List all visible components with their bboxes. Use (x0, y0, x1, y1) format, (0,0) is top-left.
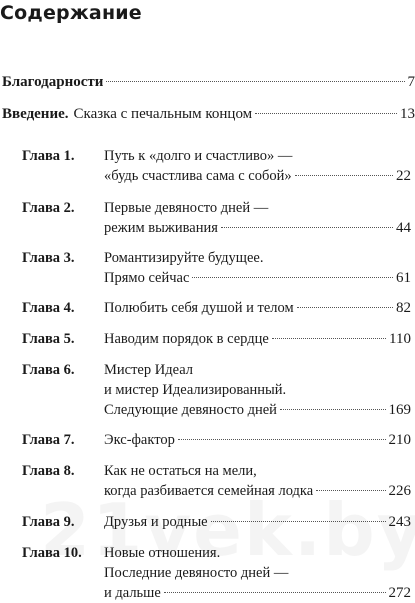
dot-leader (106, 81, 404, 82)
toc-entry-chapter-8[interactable] (0, 461, 415, 501)
toc-entry-chapter-9[interactable] (0, 512, 415, 532)
chapter-title-line (104, 218, 411, 238)
chapter-title-block (104, 198, 411, 238)
page-number: 44 (396, 218, 411, 238)
page-number: 169 (389, 400, 412, 420)
chapter-title-block (104, 329, 411, 349)
dot-leader (255, 113, 397, 114)
page-number: 61 (396, 268, 411, 288)
page-number: 110 (389, 329, 411, 349)
toc-entry-chapter-2[interactable] (0, 198, 415, 238)
chapter-title-text: режим выживания (104, 218, 218, 238)
chapter-title-block (104, 360, 411, 420)
chapter-title-text: Друзья и родные (104, 512, 208, 532)
dot-leader (211, 521, 386, 522)
toc-entry-chapter-10[interactable] (0, 543, 415, 603)
chapter-title-text: Путь к «долго и счастливо» — (104, 146, 292, 166)
entry-title: Сказка с печальным концом (74, 104, 253, 124)
chapter-label: Глава 4. (22, 298, 75, 318)
toc-entry-chapter-6[interactable] (0, 360, 415, 420)
chapter-title-block (104, 298, 411, 318)
chapter-title-block (104, 146, 411, 186)
chapter-title-block (104, 461, 411, 501)
chapter-label: Глава 7. (22, 430, 75, 450)
dot-leader (316, 490, 385, 491)
chapter-label: Глава 3. (22, 248, 75, 268)
page-number: 243 (389, 512, 412, 532)
chapter-title-text: Романтизируйте будущее. (104, 248, 263, 268)
chapter-label: Глава 5. (22, 329, 75, 349)
chapter-title-line (104, 400, 411, 420)
dot-leader (164, 592, 386, 593)
entry-label: Благодарности (2, 72, 103, 92)
chapter-title-text: Наводим порядок в сердце (104, 329, 269, 349)
page-number: 272 (389, 583, 412, 603)
chapter-label: Глава 2. (22, 198, 75, 218)
chapter-title-text: и мистер Идеализированный. (104, 380, 286, 400)
toc-entry-chapter-1[interactable] (0, 146, 415, 186)
chapter-label: Глава 6. (22, 360, 75, 380)
chapter-title-line (104, 563, 411, 583)
chapter-title-text: Как не остаться на мели, (104, 461, 257, 481)
dot-leader (297, 307, 393, 308)
chapter-title-line (104, 248, 411, 268)
chapter-title-line (104, 298, 411, 318)
chapter-title-text: когда разбивается семейная лодка (104, 481, 313, 501)
toc-entry-acknowledgements[interactable] (0, 72, 415, 92)
dot-leader (221, 227, 393, 228)
chapter-title-line (104, 329, 411, 349)
chapter-title-line (104, 198, 411, 218)
chapter-title-block (104, 512, 411, 532)
chapter-title-line (104, 146, 411, 166)
chapter-title-text: и дальше (104, 583, 161, 603)
chapter-title-text: «будь счастлива сама с собой» (104, 166, 292, 186)
chapter-title-text: Последние девяносто дней — (104, 563, 288, 583)
chapter-title-text: Экс-фактор (104, 430, 175, 450)
toc-entry-chapter-7[interactable] (0, 430, 415, 450)
dot-leader (192, 277, 393, 278)
dot-leader (178, 439, 386, 440)
chapter-title-text: Прямо сейчас (104, 268, 189, 288)
page-number: 7 (408, 72, 415, 92)
chapter-title-line (104, 461, 411, 481)
chapter-title-text: Мистер Идеал (104, 360, 193, 380)
chapter-title-line (104, 481, 411, 501)
page-number: 226 (389, 481, 412, 501)
dot-leader (280, 409, 386, 410)
toc-entry-chapter-3[interactable] (0, 248, 415, 288)
chapter-title-block (104, 543, 411, 603)
chapter-label: Глава 10. (22, 543, 82, 563)
toc-entry-chapter-4[interactable] (0, 298, 415, 318)
chapter-title-line (104, 268, 411, 288)
chapter-label: Глава 9. (22, 512, 75, 532)
chapter-title-line (104, 430, 411, 450)
chapter-title-text: Новые отношения. (104, 543, 220, 563)
page-title: Содержание (0, 2, 142, 24)
chapter-title-line (104, 543, 411, 563)
page-number: 22 (396, 166, 411, 186)
chapter-label: Глава 1. (22, 146, 75, 166)
page-number: 13 (400, 104, 415, 124)
chapter-title-block (104, 248, 411, 288)
dot-leader (272, 338, 386, 339)
dot-leader (295, 175, 393, 176)
chapter-title-line (104, 583, 411, 603)
page-number: 210 (389, 430, 412, 450)
chapter-title-text: Полюбить себя душой и телом (104, 298, 294, 318)
chapter-label: Глава 8. (22, 461, 75, 481)
chapter-title-block (104, 430, 411, 450)
chapter-title-line (104, 360, 411, 380)
chapter-title-text: Следующие девяносто дней (104, 400, 277, 420)
entry-label: Введение. (2, 104, 69, 124)
page-number: 82 (396, 298, 411, 318)
toc-entry-introduction[interactable] (0, 104, 415, 124)
chapter-title-text: Первые девяносто дней — (104, 198, 268, 218)
chapter-title-line (104, 166, 411, 186)
toc-entry-chapter-5[interactable] (0, 329, 415, 349)
chapter-title-line (104, 512, 411, 532)
chapter-title-line (104, 380, 411, 400)
